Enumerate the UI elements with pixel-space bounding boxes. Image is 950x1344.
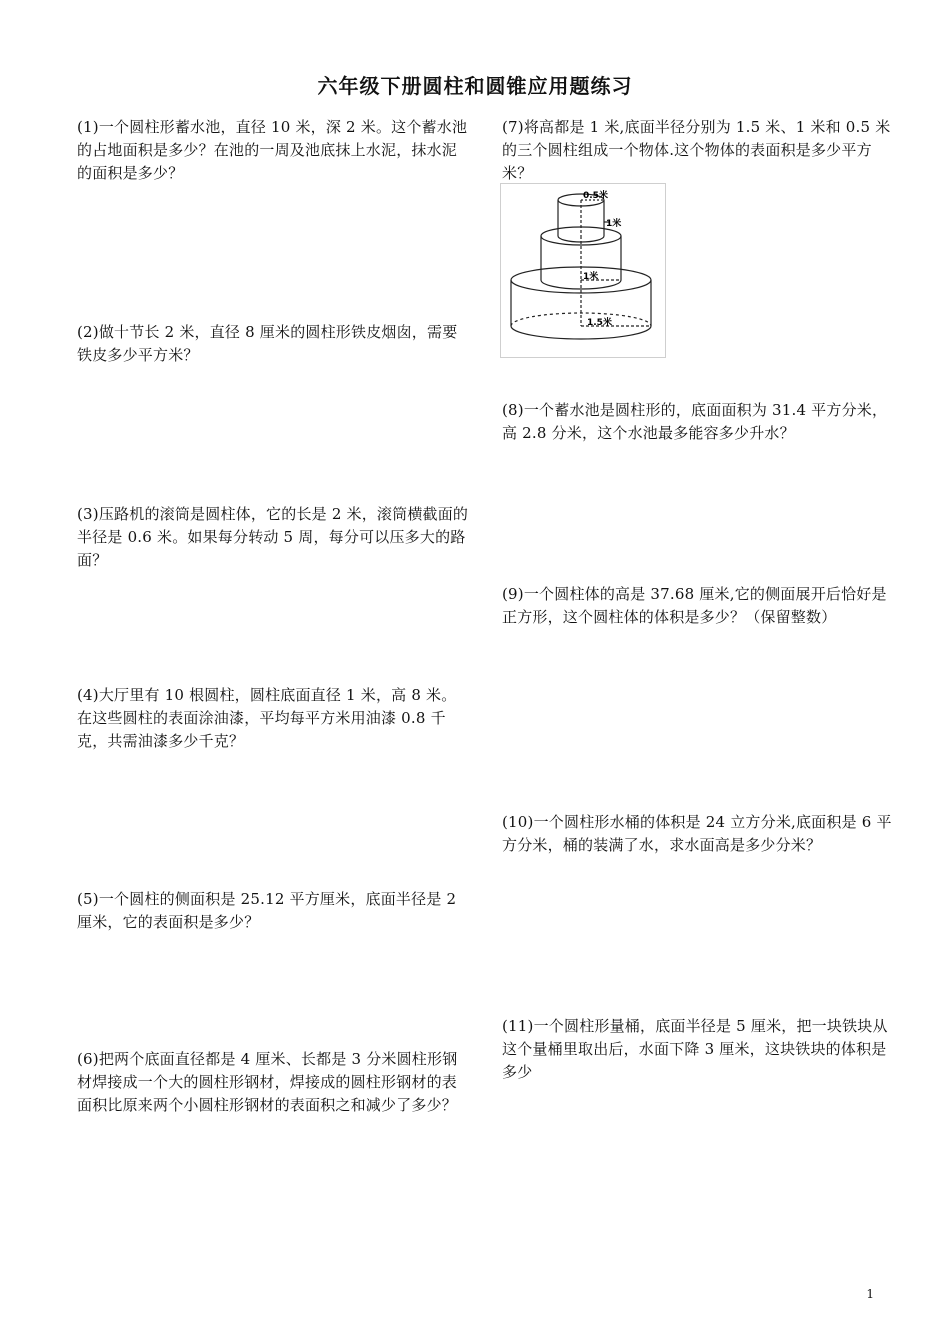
bottom-cylinder-base-back — [511, 313, 651, 326]
question-11: (11)一个圆柱形量桶，底面半径是 5 厘米，把一块铁块从这个量桶里取出后，水面下降 3 厘米，这块铁块的体积是多少 — [502, 1017, 888, 1081]
question-8: (8)一个蓄水池是圆柱形的，底面面积为 31.4 平方分米，高 2.8 分米，这个水池最多能容多少升水？ — [502, 401, 888, 442]
label-middle-radius: 1米 — [583, 272, 599, 282]
stacked-cylinders-figure — [500, 183, 666, 358]
question-2: (2)做十节长 2 米，直径 8 厘米的圆柱形铁皮烟囱，需要铁皮多少平方米？ — [77, 323, 458, 364]
question-10: (10)一个圆柱形水桶的体积是 24 立方分米,底面积是 6 平方分米，桶的装满了水，求水面高是多少分米？ — [502, 813, 892, 854]
question-7: (7)将高都是 1 米,底面半径分别为 1.5 米、1 米和 0.5 米的三个圆柱组成一个物体.这个物体的表面积是多少平方米？ — [502, 118, 891, 182]
label-top-radius: 0.5米 — [583, 191, 608, 201]
question-6: (6)把两个底面直径都是 4 厘米、长都是 3 分米圆柱形钢材焊接成一个大的圆柱形钢材，焊接成的圆柱形钢材的表面积比原来两个小圆柱形钢材的表面积之和减少了多少？ — [77, 1050, 458, 1114]
question-9: (9)一个圆柱体的高是 37.68 厘米,它的侧面展开后恰好是正方形，这个圆柱体的体积是多少？（保留整数） — [502, 585, 887, 626]
page-title: 六年级下册圆柱和圆锥应用题练习 — [317, 74, 633, 98]
question-3: (3)压路机的滚筒是圆柱体，它的长是 2 米，滚筒横截面的半径是 0.6 米。如果每分转动 5 周，每分可以压多大的路面？ — [77, 505, 469, 569]
label-bottom-radius: 1.5米 — [587, 318, 612, 328]
question-1: (1)一个圆柱形蓄水池，直径 10 米，深 2 米。这个蓄水池的占地面积是多少？在池的一周及池底抹上水泥，抹水泥的面积是多少？ — [77, 118, 468, 182]
stacked-cylinders-diagram — [501, 184, 665, 357]
page-number: 1 — [866, 1287, 874, 1301]
bottom-cylinder-base-front — [511, 326, 651, 339]
question-4: (4)大厅里有 10 根圆柱，圆柱底面直径 1 米，高 8 米。在这些圆柱的表面涂油漆，平均每平方米用油漆 0.8 千克，共需油漆多少千克？ — [77, 686, 457, 750]
label-top-height: 1米 — [606, 219, 622, 229]
question-5: (5)一个圆柱的侧面积是 25.12 平方厘米，底面半径是 2 厘米，它的表面积是多少？ — [77, 890, 457, 931]
